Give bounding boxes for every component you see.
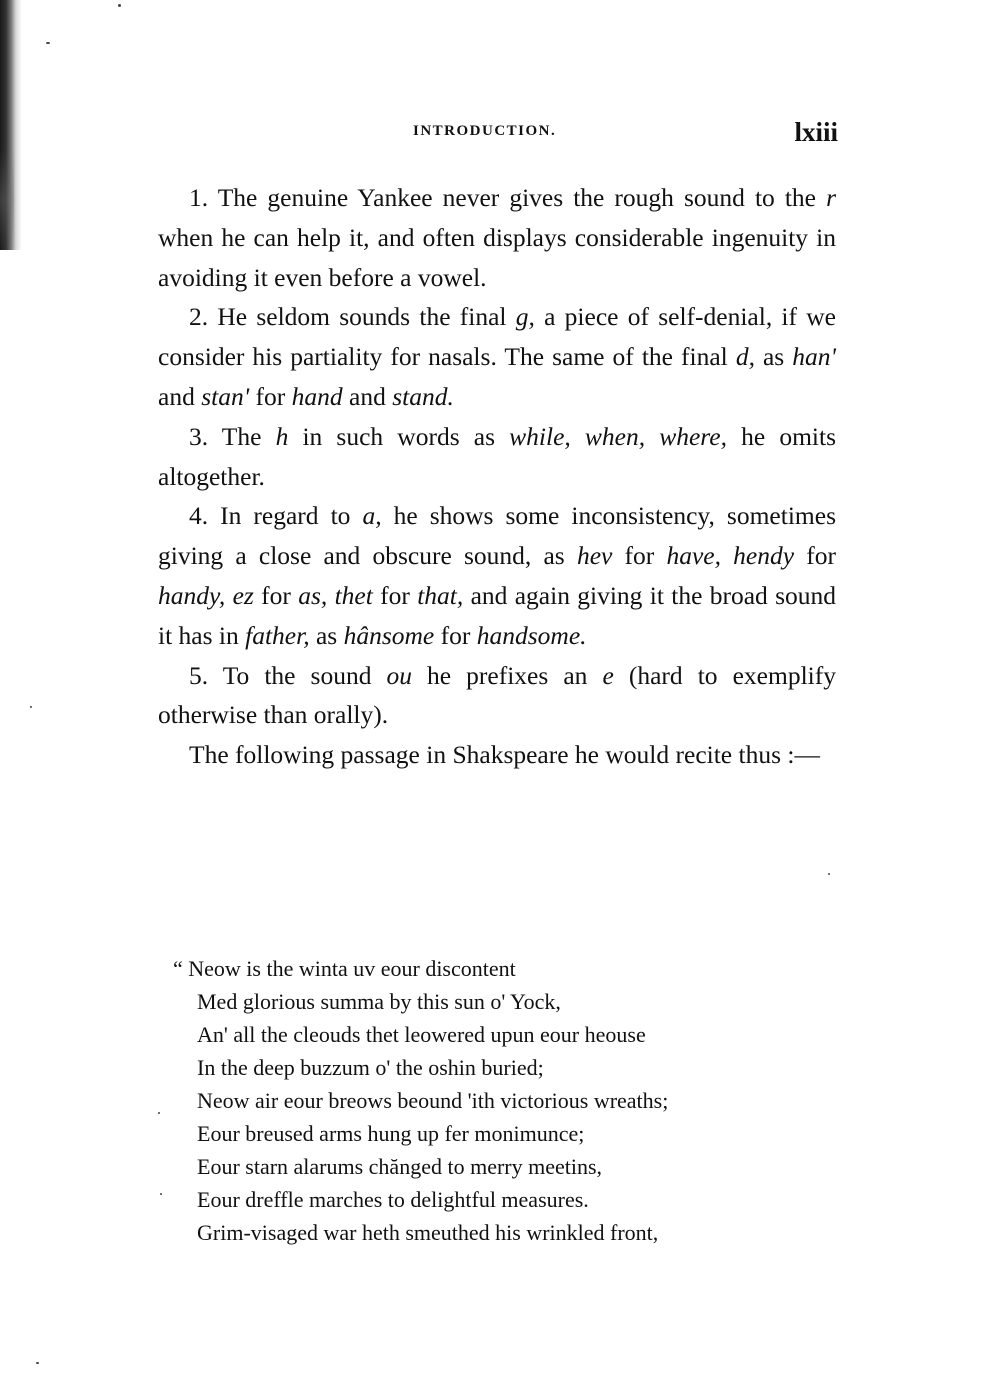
text-run: and: [158, 381, 202, 411]
text-run: he prefixes an: [412, 660, 603, 690]
italic-run: ou: [386, 660, 412, 690]
text-run: (hard to exemplify otherwise than orally).: [158, 660, 836, 730]
italic-run: han': [792, 342, 836, 372]
paragraph-4: [158, 496, 836, 655]
text-run: in such words as: [288, 421, 510, 451]
poem-line: Eour breused arms hung up fer monimunce;: [197, 1121, 585, 1146]
paragraph-2: [158, 297, 836, 416]
italic-run: h: [275, 421, 289, 451]
italic-run: e: [602, 660, 614, 690]
italic-run: that,: [417, 580, 464, 610]
poem-line: An' all the cleouds thet leowered upun eour heouse: [197, 1022, 646, 1047]
italic-run: a,: [362, 501, 382, 531]
italic-run: handsome.: [476, 620, 587, 650]
body-text: [158, 178, 836, 775]
italic-run: father,: [245, 620, 310, 650]
poem-line: In the deep buzzum o' the oshin buried;: [197, 1055, 544, 1080]
scan-speck: [30, 706, 32, 708]
italic-run: g,: [515, 302, 535, 332]
scan-speck: [118, 4, 121, 7]
italic-run: stand.: [392, 381, 454, 411]
italic-run: as, thet: [298, 580, 373, 610]
paragraph-3: [158, 417, 836, 497]
scan-speck: [160, 1193, 162, 1195]
text-run: for: [612, 541, 667, 571]
text-run: as: [309, 620, 344, 650]
scan-speck: [36, 1362, 39, 1364]
italic-run: d,: [735, 342, 755, 372]
poem-line: Neow air eour breows beound 'ith victorious wreaths;: [197, 1088, 669, 1113]
scan-speck: [828, 873, 830, 875]
text-run: a piece of self-denial, if we consider his partiality for nasals. The same of the final: [158, 302, 836, 372]
text-run: The following passage in Shakspeare he would recite thus :—: [189, 740, 820, 770]
italic-run: hev: [576, 541, 613, 571]
italic-run: r: [826, 183, 836, 212]
text-run: he omits altogether.: [158, 421, 836, 491]
italic-run: stan': [201, 381, 250, 411]
paragraph-1: [158, 178, 836, 297]
poem-line: Grim-visaged war heth smeuthed his wrinkled front,: [197, 1220, 659, 1245]
text-run: for: [794, 541, 837, 571]
text-run: 2. He seldom sounds the final: [189, 302, 516, 332]
scan-speck: [158, 1112, 160, 1114]
page-number: lxiii: [794, 117, 838, 147]
paragraph-6: [158, 735, 836, 775]
page-header: [158, 117, 838, 151]
poem-line: “ Neow is the winta uv eour discontent: [173, 956, 516, 981]
italic-run: while, when, where,: [509, 421, 727, 451]
text-run: 3. The: [189, 421, 276, 451]
text-run: and again giving it the broad sound it has in: [158, 580, 837, 650]
text-run: 4. In regard to: [189, 501, 363, 531]
italic-run: handy, ez: [158, 580, 254, 610]
italic-run: hand: [291, 381, 343, 411]
poem-line: Med glorious summa by this sun o' Yock,: [197, 989, 561, 1014]
text-run: for: [249, 381, 292, 411]
text-run: he shows some inconsistency, sometimes giving a close and obscure sound, as: [158, 501, 836, 571]
scan-speck: [46, 42, 50, 44]
text-run: as: [754, 342, 793, 372]
paragraph-5: [158, 656, 836, 736]
italic-run: have, hendy: [666, 541, 795, 571]
text-run: for: [372, 580, 418, 610]
poem-line: Eour dreffle marches to delightful measures.: [197, 1187, 589, 1212]
text-run: when he can help it, and often displays considerable ingenuity in avoiding it even before a vowel.: [158, 222, 836, 292]
text-run: 1. The genuine Yankee never gives the rough sound to the: [189, 183, 827, 212]
italic-run: hânsome: [343, 620, 435, 650]
text-run: for: [434, 620, 477, 650]
poem-line: Eour starn alarums chănged to merry meetins,: [197, 1154, 603, 1179]
text-run: 5. To the sound: [189, 660, 387, 690]
text-run: and: [342, 381, 393, 411]
scan-binding-noise: [0, 150, 14, 250]
running-title: INTRODUCTION.: [413, 123, 557, 139]
text-run: for: [253, 580, 299, 610]
poem-quotation: [173, 952, 833, 1249]
